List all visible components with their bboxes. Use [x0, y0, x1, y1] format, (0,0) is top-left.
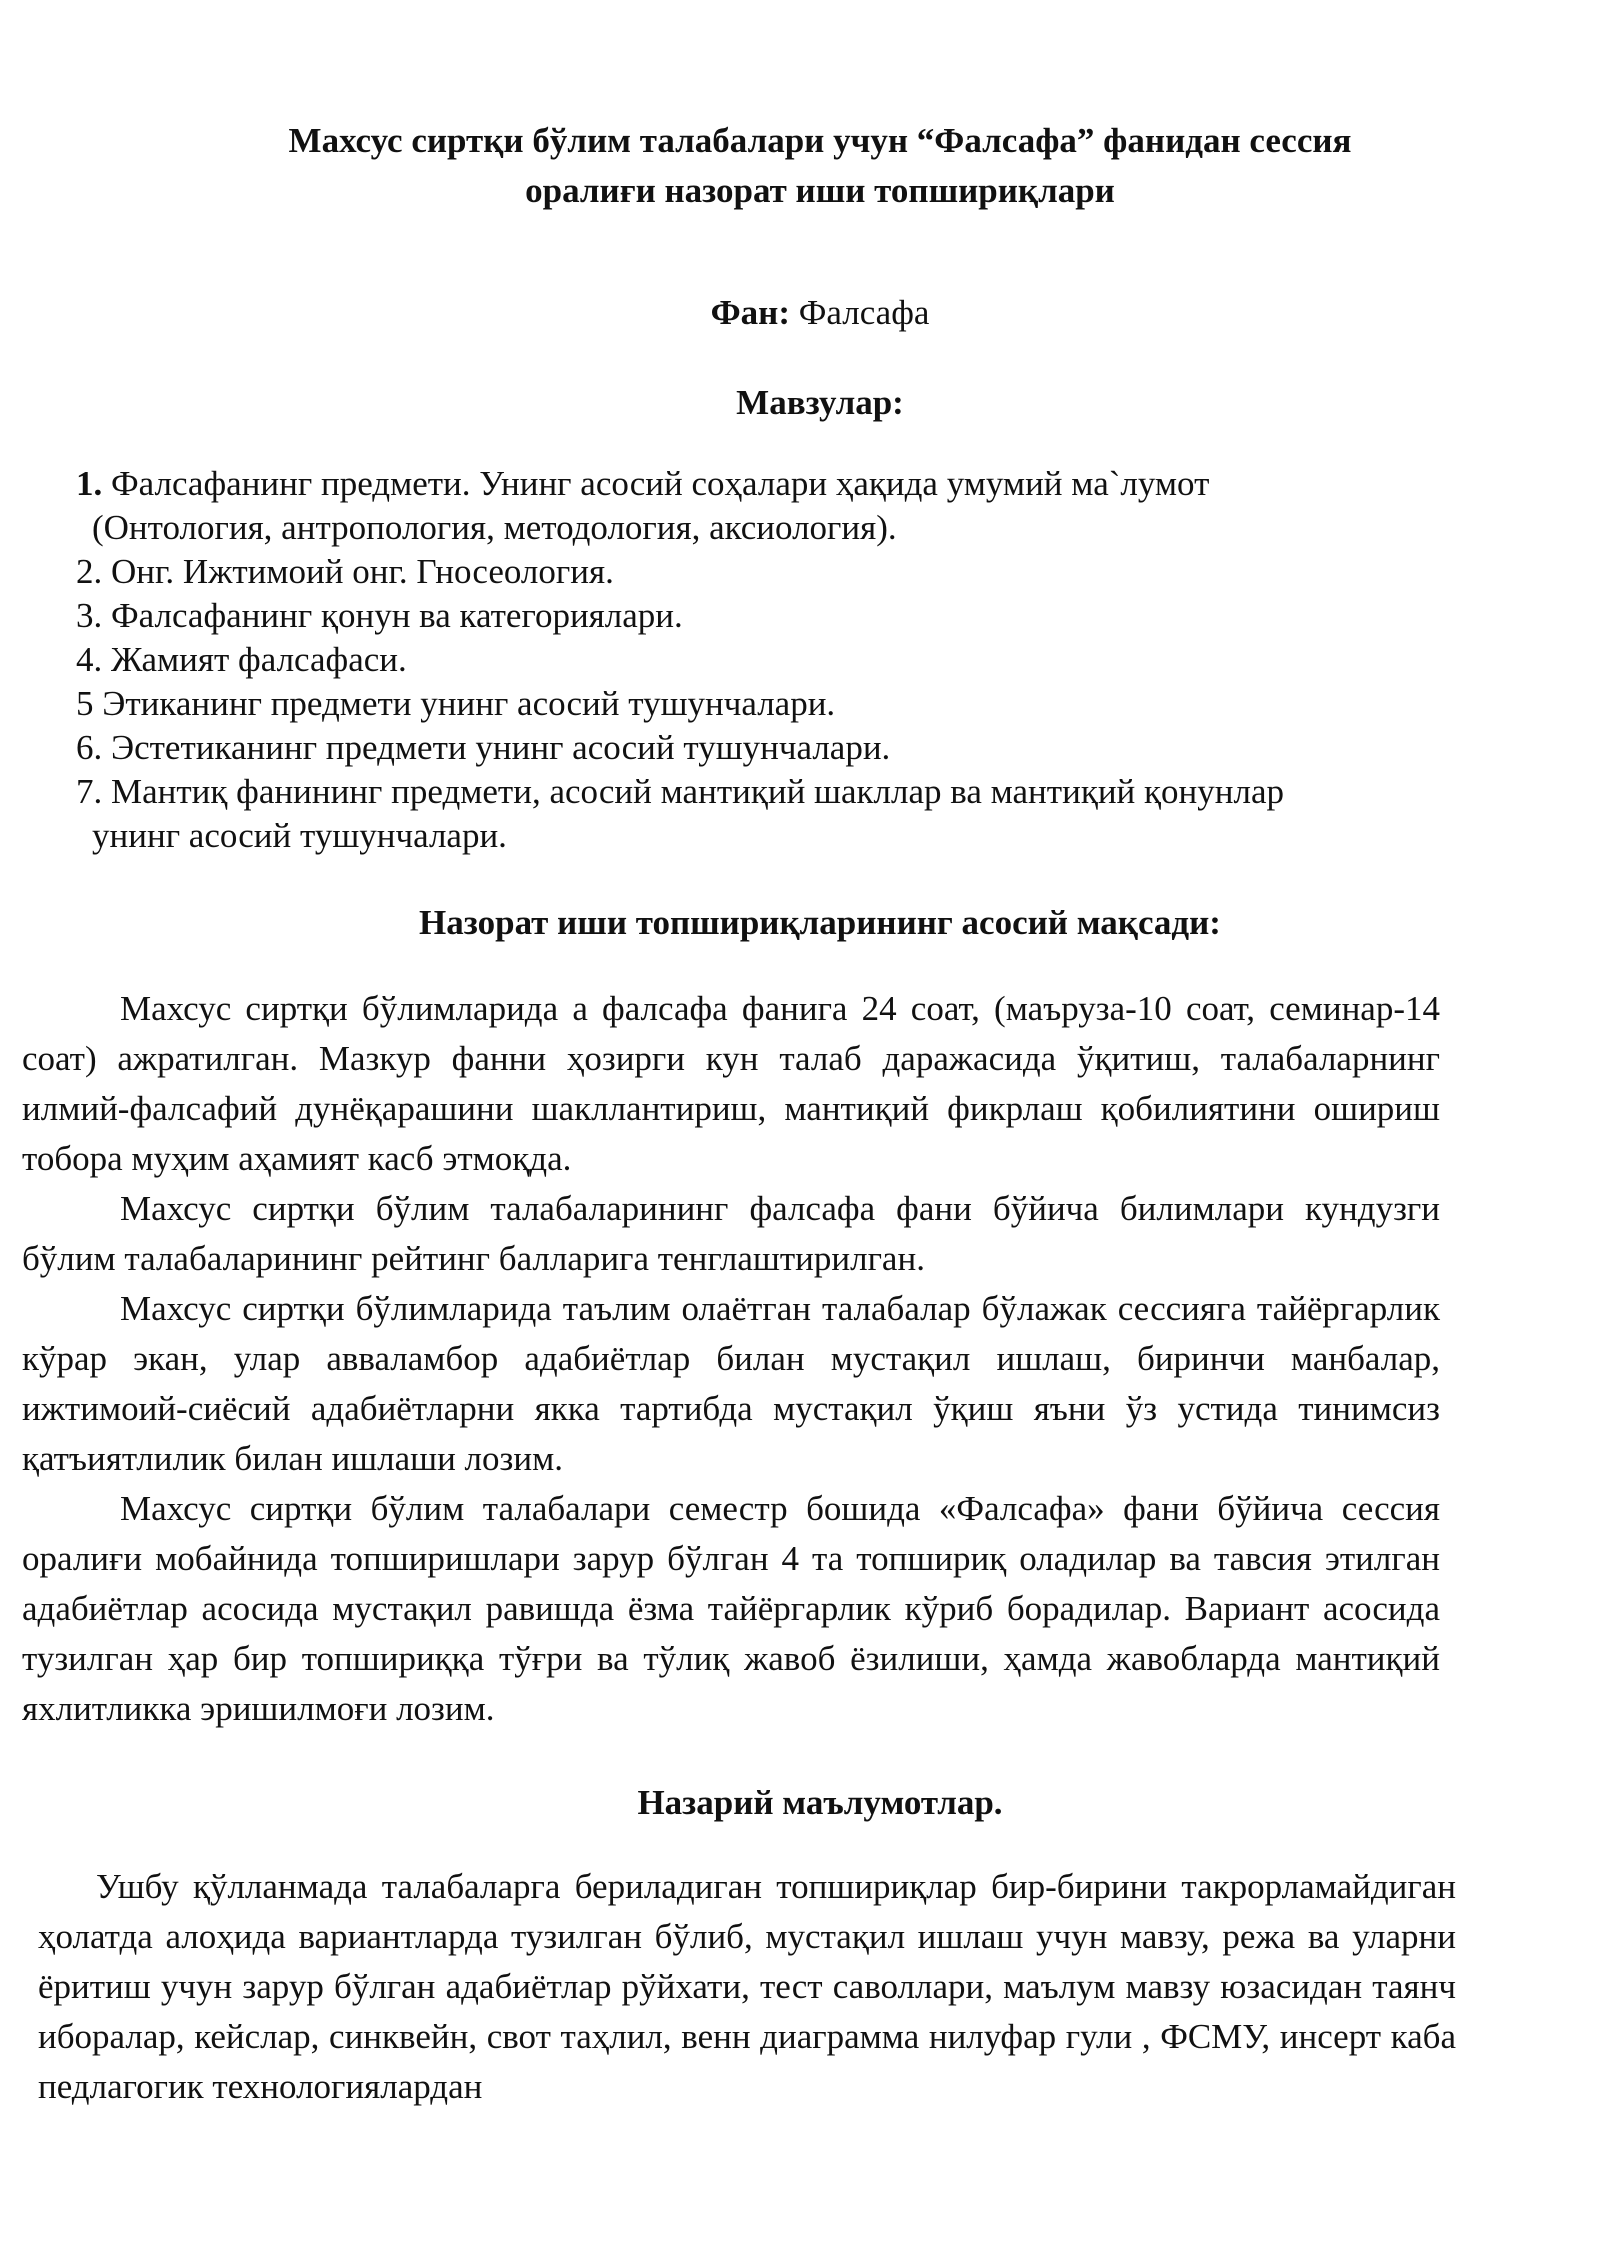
subject-value: Фалсафа: [789, 293, 930, 332]
theory-heading: Назарий маълумотлар.: [637, 1783, 1003, 1822]
topic-text-continuation: (Онтология, антропология, методология, аксиология).: [92, 508, 897, 547]
subject-line: [0, 288, 1600, 338]
goal-paragraph: Махсус сиртқи бўлим талабалари семестр бошида «Фалсафа» фани бўйича сессия оралиғи мобайнида топширишлари зарур бўлган 4 та топшириқ оладилар ва тавсия этилган адабиётлар асосида мустақил равишда ёзма тайёргарлик кўриб борадилар. Вариант асосида тузилган ҳар бир топшириққа тўғри ва тўлиқ жавоб ёзилиши, ҳамда жавобларда мантиқий яхлитликка эришилмоғи лозим.: [22, 1489, 1440, 1728]
document-title: [200, 116, 1440, 216]
goal-paragraph: Махсус сиртқи бўлимларида таълим олаётган талабалар бўлажак сессияга тайёргарлик кўрар экан, улар авваламбор адабиётлар билан мустақил ишлаш, биринчи манбалар, ижтимоий-сиёсий адабиётларни якка тартибда мустақил ўқиш яъни ўз устида тинимсиз қатъиятлилик билан ишлаши лозим.: [22, 1289, 1440, 1478]
topic-text: 7. Мантиқ фанининг предмети, асосий мантиқий шакллар ва мантиқий қонунлар: [76, 772, 1284, 811]
topic-item: 6. Эстетиканинг предмети унинг асосий тушунчалари.: [76, 728, 891, 767]
topic-item: 5 Этиканинг предмети унинг асосий тушунчалари.: [76, 684, 836, 723]
subject-label: Фан:: [710, 293, 790, 332]
topic-text-continuation: унинг асосий тушунчалари.: [92, 816, 507, 855]
topic-text: Фалсафанинг предмети. Унинг асосий соҳалари ҳақида умумий ма`лумот: [102, 464, 1210, 503]
topic-item: 4. Жамият фалсафаси.: [76, 640, 407, 679]
theory-paragraph: Ушбу қўлланмада талабаларга бериладиган топшириқлар бир-бирини такрорламайдиган ҳолатда алоҳида вариантларда тузилган бўлиб, мустақил ишлаш учун мавзу, режа ва уларни ёритиш учун зарур бўлган адабиётлар рўйхати, тест саволлари, маълум мавзу юзасидан таянч иборалар, кейслар, синквейн, свот таҳлил, венн диаграмма нилуфар гули , ФСМУ, инсерт каба педлагогик технологиялардан: [38, 1867, 1456, 2106]
topic-item: 2. Онг. Ижтимоий онг. Гносеология.: [76, 552, 614, 591]
topic-number: 1.: [76, 464, 103, 503]
topics-heading: Мавзулар:: [736, 383, 904, 422]
title-line-2: оралиғи назорат иши топшириқлари: [525, 171, 1115, 210]
topics-list: [76, 462, 1454, 858]
goal-section: [22, 984, 1440, 1734]
title-line-1: Махсус сиртқи бўлим талабалари учун “Фалсафа” фанидан сессия: [288, 121, 1352, 160]
topic-item: [76, 770, 1454, 858]
goal-paragraph: Махсус сиртқи бўлимларида а фалсафа фанига 24 соат, (маъруза-10 соат, семинар-14 соат) ажратилган. Мазкур фанни ҳозирги кун талаб даражасида ўқитиш, талабаларнинг илмий-фалсафий дунёқарашини шакллантириш, мантиқий фикрлаш қобилиятини ошириш тобора муҳим аҳамият касб этмоқда.: [22, 989, 1440, 1178]
topic-item: [76, 462, 1454, 550]
goal-paragraph: Махсус сиртқи бўлим талабаларининг фалсафа фани бўйича билимлари кундузги бўлим талабаларининг рейтинг балларига тенглаштирилган.: [22, 1189, 1440, 1278]
topic-item: 3. Фалсафанинг қонун ва категориялари.: [76, 596, 683, 635]
goal-heading: Назорат иши топшириқларининг асосий мақсади:: [419, 903, 1221, 942]
